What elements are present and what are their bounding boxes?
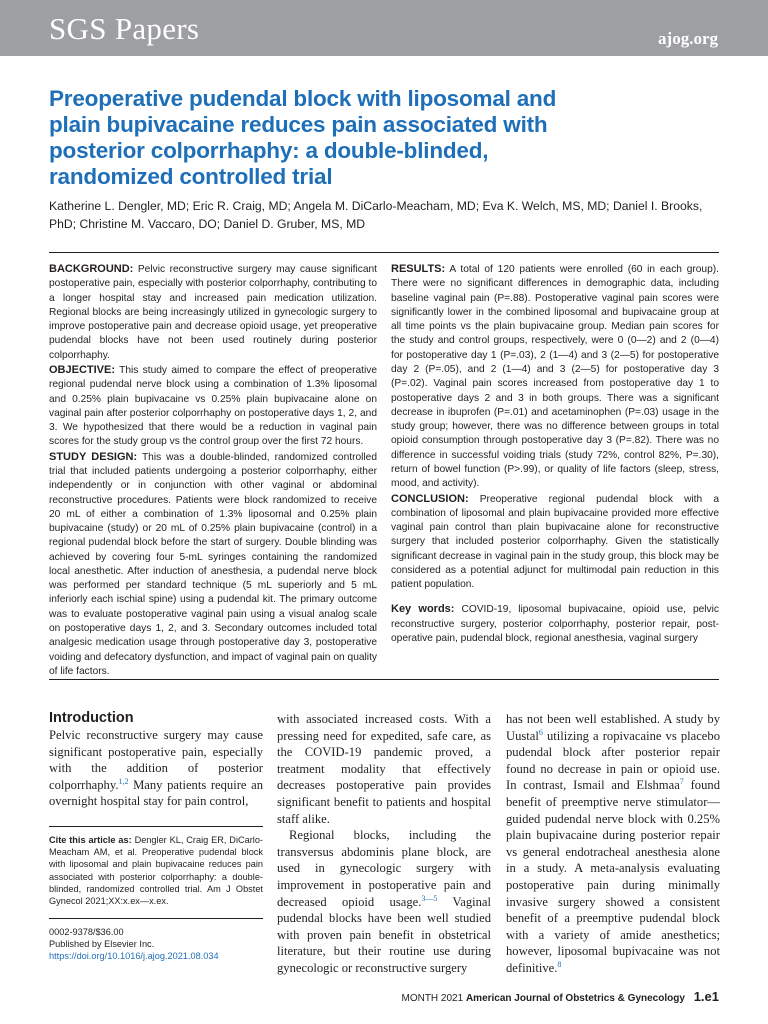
citation-box [49, 834, 263, 907]
publication-info [49, 926, 263, 963]
objective-heading: OBJECTIVE: [49, 363, 116, 376]
abstract-bottom-divider [49, 679, 719, 680]
abstract-design [49, 450, 377, 680]
reference-link[interactable]: 3—5 [421, 893, 438, 903]
body-column-2 [277, 711, 491, 977]
objective-text: This study aimed to compare the effect of preoperative regional pudendal nerve block using a combination of 1.3% liposomal and 0.25% plain bupivacaine vs 0.25% plain bupivacaine alone on vaginal pain after posterior colporrhaphy on postoperative days 1, 2, and 3. We hypothesized that there would be a reduction in vaginal pain scores for the study group vs the control group over the first 72 hours. [49, 364, 377, 448]
intro-paragraph-1: Pelvic reconstructive surgery may cause significant postoperative pain, especially with the addition of posterior colporrhaphy.$^{1,2}$ Many patients require an overnight hospital stay for pain control, [49, 728, 263, 809]
design-text: This was a double-blinded, randomized controlled trial that included patients undergoing a posterior colporrhaphy, either independently or in conjunction with other vaginal or abdominal reconstructive procedures. Patients were block randomized to receive 20 mL of either a combination of 1.3% liposomal and 0.25% plain bupivacaine (study) or 20 mL of 0.25% plain bupivacaine (control) in a regional pudendal block before the start of surgery. Double blinding was achieved by covering four 5-mL syringes containing the randomized local anesthetic. After induction of anesthesia, a pudendal nerve block was performed per standard technique (5 mL superiorly and 5 mL inferiorly each ischial spine) using a pudendal kit. The primary outcome was to evaluate postoperative vaginal pain using a visual analog scale on postoperative days 1, 2, and 3. Secondary outcomes included total analgesic medication usage through postoperative day 3, postoperative voiding and defecatory dysfunction, and impact of vaginal pain on quality of life factors. [49, 451, 377, 677]
introduction-heading: Introduction [49, 710, 134, 726]
reference-link[interactable]: 8 [557, 959, 562, 969]
cite-heading: Cite this article as: [49, 835, 132, 845]
journal-site-link[interactable]: ajog.org [658, 29, 718, 48]
article-title: Preoperative pudendal block with liposomal and plain bupivacaine reduces pain associated with posterior colporrhaphy: a double-blinded, randomized controlled trial [49, 86, 557, 189]
intro-paragraph-2-cont: has not been well established. A study by Uustal$^6$ utilizing a ropivacaine vs placebo pudendal block after posterior repair found no decrease in pain or opioid use. In contrast, Ismail and Elshmaa$^7$ found benefit of preemptive nerve stimulator—guided pudendal nerve block with 0.25% plain bupivacaine during posterior repair vs general endotracheal anesthesia alone in a study. A meta-analysis evaluating postoperative pain during minimally invasive surgery showed a consistent benefit of a preemptive pudendal block with a variety of amide anesthetics; however, liposomal bupivacaine was not definitive.$^8$ [506, 712, 720, 975]
journal-name: American Journal of Obstetrics & Gynecology [465, 993, 685, 1004]
abstract-right-column [391, 262, 719, 646]
reference-link[interactable]: 6 [538, 727, 543, 737]
background-heading: BACKGROUND: [49, 263, 134, 275]
results-heading: RESULTS: [391, 263, 446, 275]
issn-price: 0002-9378/$36.00 [49, 927, 124, 937]
abstract-results [391, 262, 719, 492]
abstract-top-divider [49, 252, 719, 253]
body-column-1 [49, 727, 263, 810]
abstract-objective [49, 363, 377, 450]
journal-header-bar [0, 0, 768, 56]
body-column-3 [506, 711, 720, 977]
issue-date: MONTH 2021 [401, 993, 464, 1004]
keywords-heading: Key words: [391, 603, 455, 616]
publisher: Published by Elsevier Inc. [49, 939, 155, 950]
background-text: Pelvic reconstructive surgery may cause significant postoperative pain, especially with posterior colporrhaphy, contributing to a longer hospital stay and increased pain medication utilization. Regional blocks are being increasingly utilized in gynecologic surgery to improve postoperative pain and decrease opioid usage, yet preoperative pudendal blocks have not been used routinely during posterior colporrhaphy. [49, 264, 377, 361]
intro-paragraph-1-cont: with associated increased costs. With a pressing need for expedited, safe care, as the COVID-19 pandemic proved, a treatment modality that effectively decreases postoperative pain provides significant benefit to patients and hospital staff alike. [277, 712, 491, 826]
page-footer [401, 989, 719, 1004]
conclusion-heading: CONCLUSION: [391, 492, 469, 505]
abstract-background [49, 262, 377, 363]
intro-paragraph-2: Regional blocks, including the transversus abdominis plane block, are used in gynecologic surgery with improvement in postoperative pain and decreased opioid usage.$^{3—5}$ Vaginal pudendal blocks have been well studied with proven pain benefit in obstetrical literature, but their routine use during gynecologic or reconstructive surgery [277, 828, 491, 975]
author-list: Katherine L. Dengler, MD; Eric R. Craig, MD; Angela M. DiCarlo-Meacham, MD; Eva K. Welch, MS, MD; Daniel I. Brooks, PhD; Christine M. Vaccaro, DO; Daniel D. Gruber, MS, MD [49, 199, 703, 231]
results-text: A total of 120 patients were enrolled (60 in each group). There were no significant differences in demographic data, including baseline vaginal pain (P=.88). Postoperative vaginal pain scores were significantly lower in the combined liposomal and bupivacaine group at all time points vs the plain bupivacaine group. Median pain scores for the study and control groups, respectively, were 0 (0—2) and 2 (0—4) for postoperative day 1 (P=.03), 2 (1—4) and 3 (2—5) for postoperative day 2 (P=.05), and 2 (1—4) and 3 (2—5) for postoperative day 3 (P=.02). Vaginal pain scores increased from postoperative day 1 to postoperative days 2 and 3 in both groups. There was a significant decrease in ibuprofen (P=.01) and acetaminophen (P=.03) usage in the study group; however, there was no difference between groups in total opioid consumption through postoperative day 3 (P=.82). There was no difference in successful voiding trials (study 72%, control 82%, P=.30), return of bowel function (P>.99), or quality of life factors (sleep, stress, mood, and activity). [391, 264, 719, 490]
abstract-left-column [49, 262, 377, 679]
cite-divider [49, 826, 263, 827]
keywords-text: COVID-19, liposomal bupivacaine, opioid use, pelvic reconstructive surgery, posterior colporrhaphy, posterior repair, post-operative pain, pudendal block, regional anesthesia, vaginal surgery [391, 604, 719, 645]
reference-link[interactable]: 1,2 [118, 776, 129, 786]
reference-link[interactable]: 7 [679, 777, 684, 787]
cite-text: Dengler KL, Craig ER, DiCarlo-Meacham AM, et al. Preoperative pudendal block with liposomal and plain bupivacaine reduces pain associated with posterior colporrhaphy: a double-blinded, randomized controlled trial. Am J Obstet Gynecol 2021;XX:x.ex—x.ex. [49, 835, 263, 907]
abstract-conclusion [391, 492, 719, 593]
publication-divider [49, 918, 263, 919]
section-label: SGS Papers [49, 11, 200, 46]
conclusion-text: Preoperative regional pudendal block with a combination of liposomal and plain bupivacaine provided more effective vaginal pain control than plain bupivacaine alone for reconstructive surgery that included posterior colporrhaphy. Given the statistically significant decrease in vaginal pain in the study group, this block may be considered as a potential adjunct for multimodal pain reduction in this patient population. [391, 493, 719, 591]
abstract-keywords [391, 602, 719, 646]
page-number: 1.e1 [693, 989, 719, 1004]
doi-link[interactable]: https://doi.org/10.1016/j.ajog.2021.08.034 [49, 951, 219, 962]
design-heading: STUDY DESIGN: [49, 450, 138, 463]
